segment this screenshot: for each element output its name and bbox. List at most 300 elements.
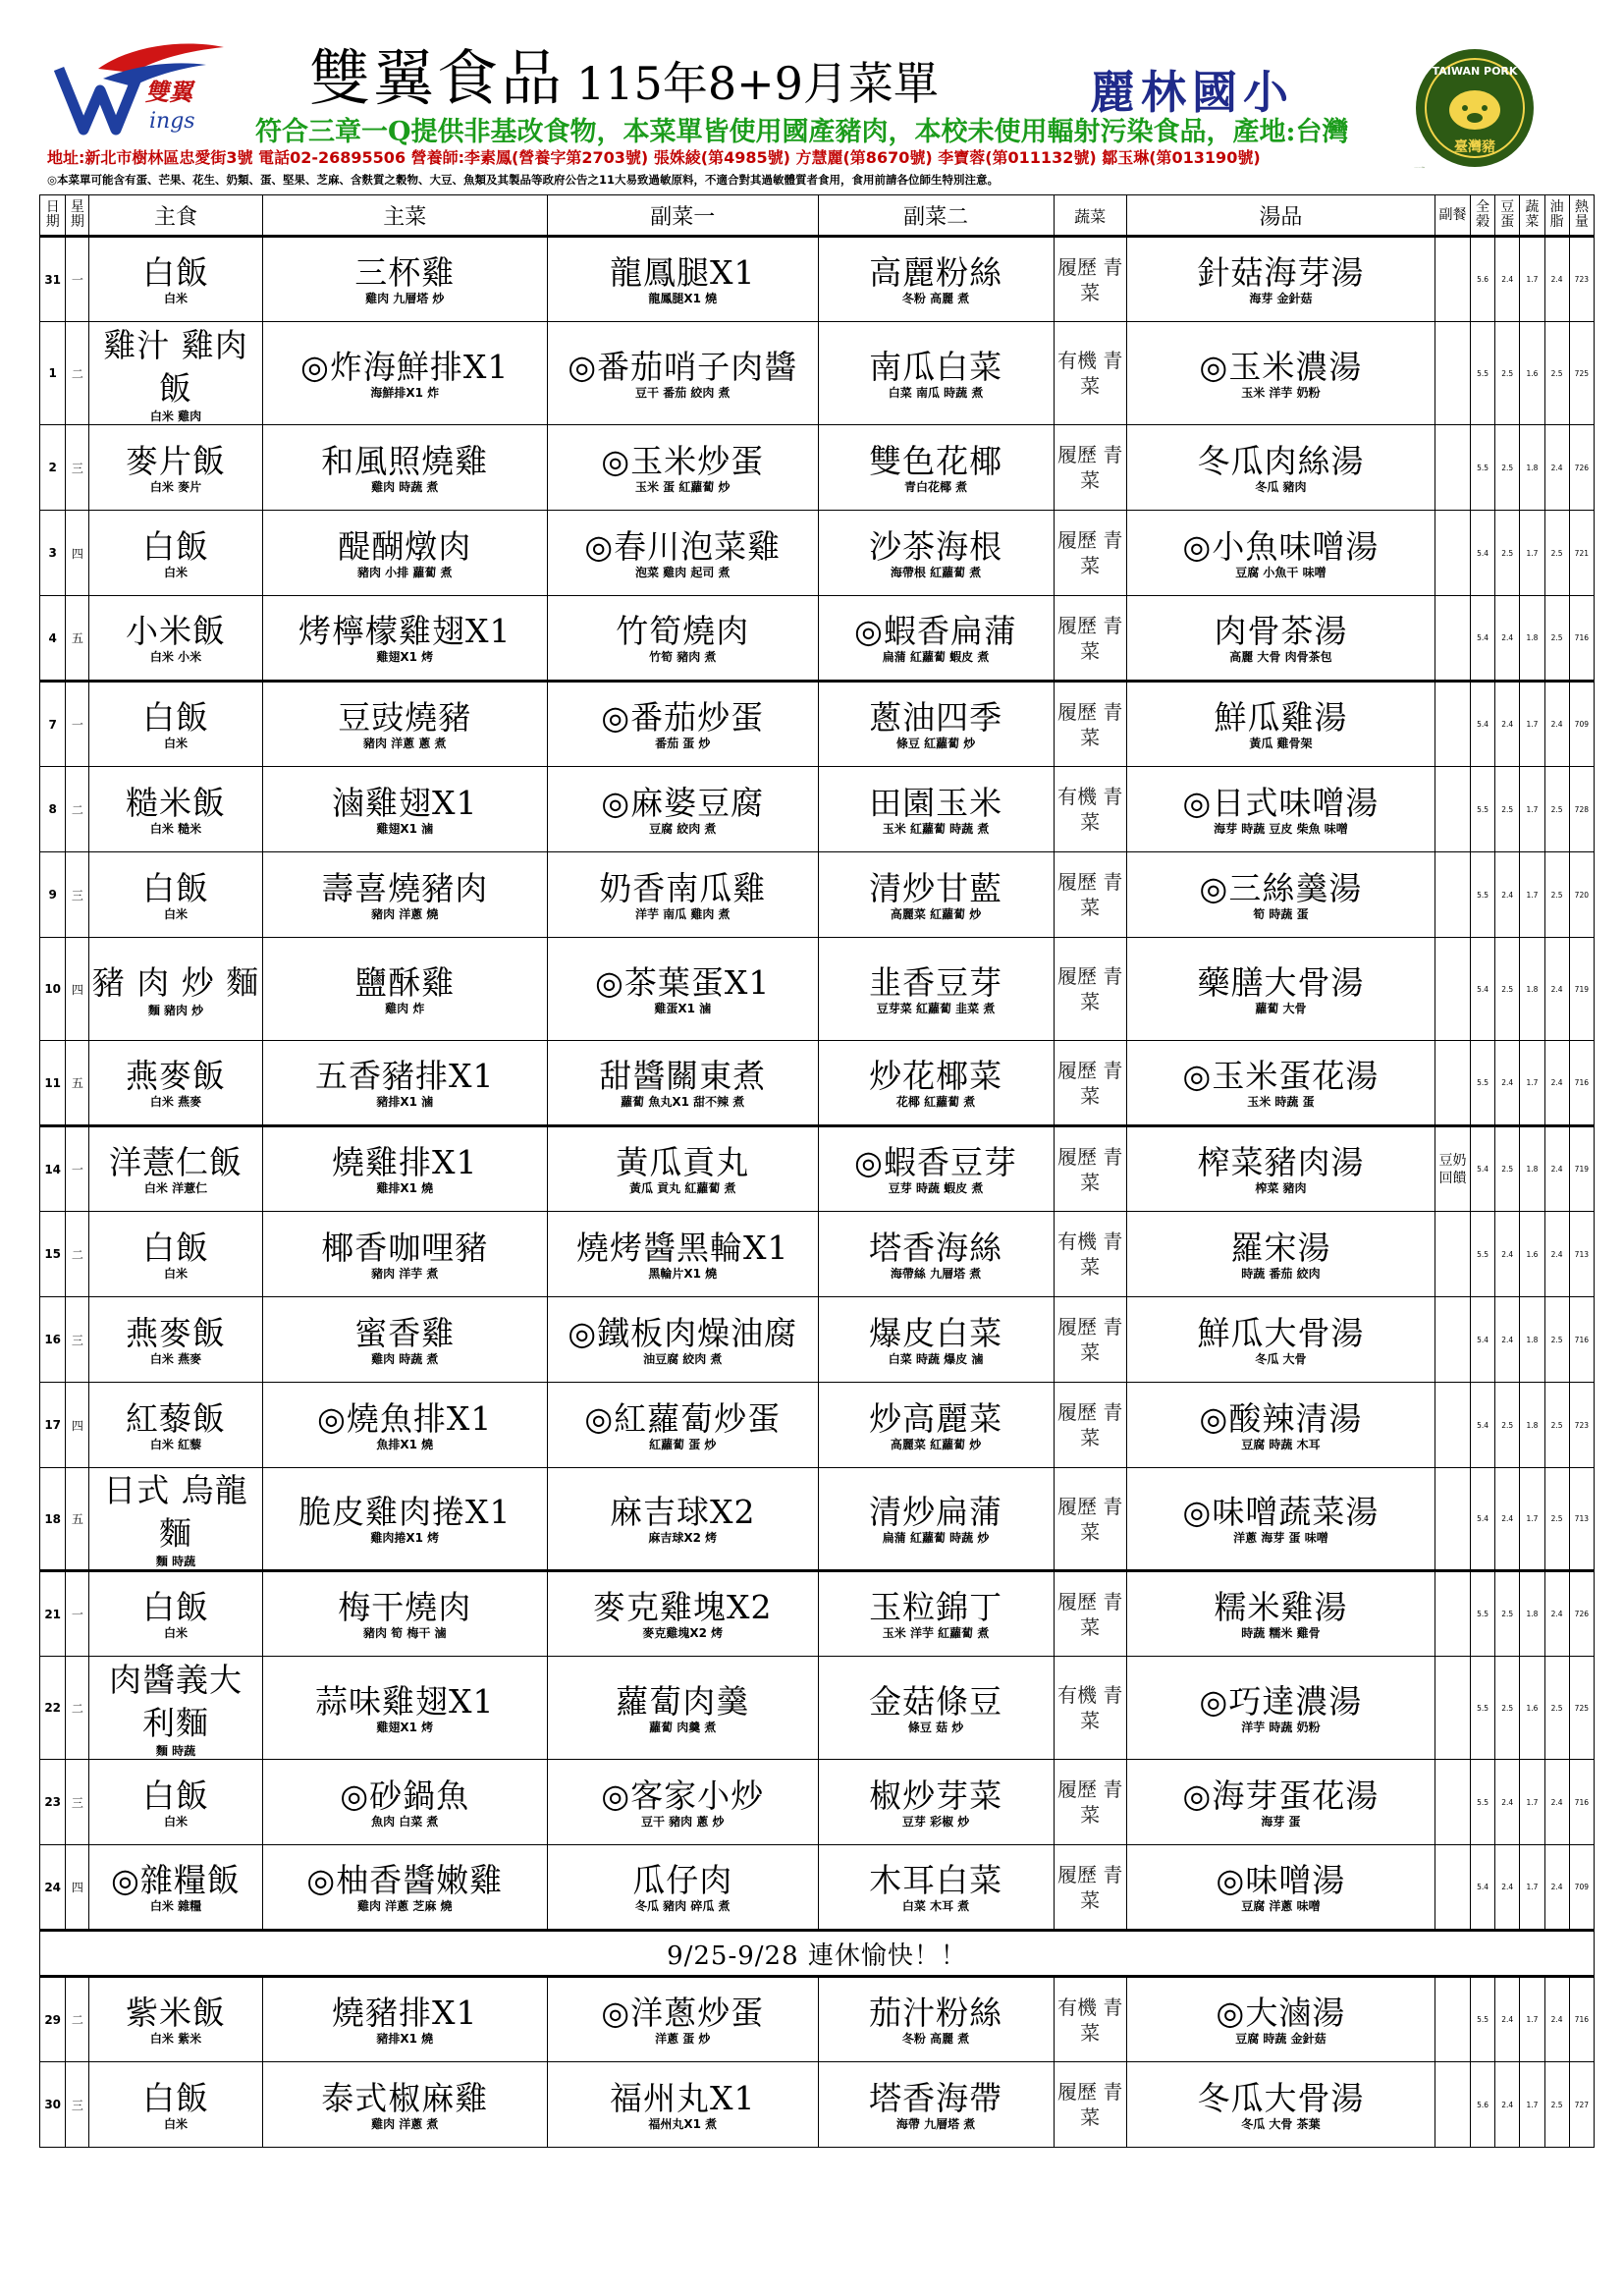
soup: ◎玉米濃湯	[1199, 347, 1363, 386]
soup: ◎酸辣清湯	[1199, 1398, 1363, 1438]
soup-ingredients: 玉米 洋芋 奶粉	[1241, 385, 1321, 400]
staple-dish-ingredients: 白米 糙米	[149, 821, 202, 836]
side-dish-2-cell	[818, 1383, 1054, 1468]
staple-dish-cell	[89, 511, 262, 596]
staple-dish-cell	[89, 1657, 262, 1760]
vegetable-portion: 1.8	[1520, 1383, 1544, 1468]
staple-dish: 白飯	[142, 1776, 209, 1815]
weekday: 二	[66, 1657, 89, 1760]
grain-portion: 5.5	[1471, 1977, 1495, 2062]
staple-dish-ingredients: 白米	[163, 2116, 188, 2131]
main-dish-cell	[262, 425, 547, 511]
day-number: 15	[40, 1212, 66, 1297]
weekday: 二	[66, 767, 89, 852]
side-dish-2: 清炒扁蒲	[869, 1493, 1003, 1531]
side-dish-2-cell	[818, 1845, 1054, 1931]
side-dish-2: 炒花椰菜	[869, 1057, 1003, 1095]
weekday: 五	[66, 596, 89, 682]
vegetable-type: 履歷 青菜	[1054, 596, 1126, 682]
side-meal	[1435, 1845, 1471, 1931]
weekday: 一	[66, 682, 89, 767]
holiday-notice: 9/25-9/28 連休愉快！！	[40, 1931, 1595, 1977]
grain-portion: 5.5	[1471, 322, 1495, 425]
side-meal	[1435, 1571, 1471, 1657]
side-dish-1-cell	[547, 425, 818, 511]
day-number: 2	[40, 425, 66, 511]
vegetable-portion: 1.8	[1520, 938, 1544, 1041]
soup-ingredients: 豆腐 小魚干 味噌	[1235, 565, 1326, 579]
side-dish-2: 清炒甘藍	[869, 868, 1003, 907]
col-staple: 主食	[89, 195, 262, 237]
oil-portion: 2.4	[1544, 1977, 1569, 2062]
side-dish-1-ingredients: 洋蔥 蛋 炒	[655, 2032, 711, 2046]
day-number: 30	[40, 2062, 66, 2148]
bean-egg-portion: 2.4	[1495, 1760, 1520, 1845]
bean-egg-portion: 2.5	[1495, 938, 1520, 1041]
col-date: 日期	[40, 195, 66, 237]
grain-portion: 5.4	[1471, 1383, 1495, 1468]
oil-portion: 2.4	[1544, 1845, 1569, 1931]
menu-row	[40, 1977, 1595, 2062]
bean-egg-portion: 2.4	[1495, 1468, 1520, 1571]
col-soup: 湯品	[1126, 195, 1435, 237]
vegetable-portion: 1.7	[1520, 2062, 1544, 2148]
bean-egg-portion: 2.5	[1495, 322, 1520, 425]
side-dish-2-ingredients: 海帶絲 九層塔 煮	[890, 1266, 982, 1281]
bean-egg-portion: 2.5	[1495, 511, 1520, 596]
main-dish: 烤檸檬雞翅X1	[298, 612, 512, 650]
staple-dish-cell	[89, 596, 262, 682]
main-dish: 豆豉燒豬	[338, 698, 472, 737]
main-dish-ingredients: 雞肉 九層塔 炒	[365, 292, 445, 305]
main-dish-cell	[262, 938, 547, 1041]
weekday: 五	[66, 1468, 89, 1571]
side-dish-2-cell	[818, 322, 1054, 425]
side-dish-1-ingredients: 番茄 蛋 炒	[655, 737, 711, 750]
side-dish-1-cell	[547, 1212, 818, 1297]
side-dish-1-cell	[547, 237, 818, 322]
soup-cell	[1126, 322, 1435, 425]
side-meal: 豆奶回饋	[1435, 1126, 1471, 1212]
side-dish-1: ◎鐵板肉燥油腐	[568, 1313, 798, 1352]
main-dish-ingredients: 雞翅X1 烤	[376, 650, 434, 664]
soup: 針菇海芽湯	[1197, 253, 1365, 292]
main-dish: 泰式椒麻雞	[321, 2078, 489, 2117]
vegetable-type: 履歷 青菜	[1054, 1383, 1126, 1468]
side-dish-1-ingredients: 龍鳳腿X1 燒	[648, 292, 718, 305]
staple-dish-cell	[89, 425, 262, 511]
side-dish-1: 竹筍燒肉	[616, 612, 750, 650]
side-dish-1-ingredients: 冬瓜 豬肉 碎瓜 煮	[634, 1899, 731, 1913]
bean-egg-portion: 2.5	[1495, 767, 1520, 852]
col-calorie: 熱量	[1569, 195, 1594, 237]
staple-dish-cell	[89, 1126, 262, 1212]
wings-logo-icon	[39, 39, 226, 147]
soup: ◎巧達濃湯	[1199, 1681, 1363, 1721]
side-dish-2: 韭香豆芽	[869, 962, 1003, 1002]
oil-portion: 2.4	[1544, 1760, 1569, 1845]
main-dish: ◎炸海鮮排X1	[300, 347, 510, 386]
grain-portion: 5.5	[1471, 852, 1495, 938]
bean-egg-portion: 2.5	[1495, 1657, 1520, 1760]
bean-egg-portion: 2.5	[1495, 1126, 1520, 1212]
main-dish-ingredients: 雞肉 洋蔥 芝麻 燒	[356, 1899, 453, 1913]
side-meal	[1435, 767, 1471, 852]
staple-dish: 紅藜飯	[126, 1398, 226, 1438]
vegetable-portion: 1.8	[1520, 425, 1544, 511]
side-meal	[1435, 1041, 1471, 1126]
grain-portion: 5.4	[1471, 511, 1495, 596]
main-dish-ingredients: 雞肉 時蔬 煮	[371, 479, 439, 494]
menu-title	[309, 29, 939, 117]
menu-row	[40, 1126, 1595, 1212]
bean-egg-portion: 2.5	[1495, 1383, 1520, 1468]
day-number: 17	[40, 1383, 66, 1468]
side-dish-1-ingredients: 麥克雞塊X2 烤	[642, 1626, 724, 1640]
soup-cell	[1126, 237, 1435, 322]
main-dish-ingredients: 豬排X1 滷	[376, 1095, 434, 1109]
staple-dish-ingredients: 白米 紅藜	[149, 1437, 202, 1451]
main-dish-cell	[262, 511, 547, 596]
main-dish: ◎柚香醬嫩雞	[306, 1861, 504, 1899]
grain-portion: 5.4	[1471, 682, 1495, 767]
col-extra: 副餐	[1435, 195, 1471, 237]
side-dish-1-ingredients: 雞蛋X1 滷	[654, 1001, 712, 1015]
main-dish-cell	[262, 2062, 547, 2148]
side-dish-1: ◎春川泡菜雞	[584, 526, 782, 566]
soup-ingredients: 豆腐 時蔬 木耳	[1241, 1437, 1321, 1451]
soup-cell	[1126, 1212, 1435, 1297]
side-dish-2-ingredients: 條豆 紅蘿蔔 炒	[895, 737, 976, 750]
soup: ◎味噌蔬菜湯	[1182, 1493, 1380, 1531]
calories: 725	[1569, 322, 1594, 425]
side-dish-2-cell	[818, 237, 1054, 322]
vegetable-type: 履歷 青菜	[1054, 1468, 1126, 1571]
side-dish-2-cell	[818, 1126, 1054, 1212]
main-dish: 燒雞排X1	[331, 1143, 478, 1181]
vegetable-type: 履歷 青菜	[1054, 237, 1126, 322]
main-dish: 三杯雞	[354, 253, 456, 292]
soup-ingredients: 玉米 時蔬 蛋	[1247, 1095, 1315, 1109]
staple-dish: 白飯	[142, 526, 209, 566]
vegetable-portion: 1.6	[1520, 1212, 1544, 1297]
main-dish-ingredients: 雞肉 炸	[385, 1001, 425, 1015]
side-dish-2: 茄汁粉絲	[869, 1994, 1003, 2032]
oil-portion: 2.5	[1544, 1468, 1569, 1571]
svg-text:TAIWAN PORK: TAIWAN PORK	[1432, 65, 1518, 78]
side-dish-2-cell	[818, 1297, 1054, 1383]
soup-cell	[1126, 1657, 1435, 1760]
calories: 709	[1569, 1845, 1594, 1931]
soup-ingredients: 時蔬 糯米 雞骨	[1241, 1626, 1321, 1640]
side-meal	[1435, 511, 1471, 596]
vegetable-type: 有機 青菜	[1054, 1977, 1126, 2062]
col-side2: 副菜二	[818, 195, 1054, 237]
menu-row	[40, 511, 1595, 596]
staple-dish-cell	[89, 852, 262, 938]
soup: ◎日式味噌湯	[1182, 783, 1380, 822]
side-dish-1-ingredients: 豆干 番茄 絞肉 煮	[634, 385, 731, 400]
menu-row	[40, 1760, 1595, 1845]
vegetable-portion: 1.7	[1520, 1977, 1544, 2062]
vegetable-type: 履歷 青菜	[1054, 682, 1126, 767]
bean-egg-portion: 2.4	[1495, 237, 1520, 322]
staple-dish-cell	[89, 237, 262, 322]
side-meal	[1435, 1468, 1471, 1571]
main-dish: 梅干燒肉	[338, 1588, 472, 1626]
vegetable-portion: 1.8	[1520, 1126, 1544, 1212]
side-dish-1: 龍鳳腿X1	[610, 253, 756, 292]
staple-dish: 日式 烏龍麵	[103, 1471, 248, 1553]
day-number: 31	[40, 237, 66, 322]
side-dish-2: 田園玉米	[869, 783, 1003, 822]
table-header-row	[40, 195, 1595, 237]
grain-portion: 5.4	[1471, 1845, 1495, 1931]
day-number: 16	[40, 1297, 66, 1383]
calories: 716	[1569, 596, 1594, 682]
menu-row	[40, 1297, 1595, 1383]
bean-egg-portion: 2.4	[1495, 596, 1520, 682]
oil-portion: 2.5	[1544, 2062, 1569, 2148]
vegetable-type: 履歷 青菜	[1054, 1845, 1126, 1931]
vegetable-type: 有機 青菜	[1054, 322, 1126, 425]
grain-portion: 5.6	[1471, 237, 1495, 322]
vegetable-type: 履歷 青菜	[1054, 511, 1126, 596]
soup-ingredients: 榨菜 豬肉	[1255, 1181, 1307, 1195]
side-dish-2-ingredients: 白菜 木耳 煮	[901, 1899, 970, 1913]
soup-cell	[1126, 682, 1435, 767]
soup-cell	[1126, 852, 1435, 938]
staple-dish-ingredients: 白米	[163, 292, 188, 305]
oil-portion: 2.5	[1544, 767, 1569, 852]
col-grain: 全榖	[1471, 195, 1495, 237]
calories: 723	[1569, 237, 1594, 322]
grain-portion: 5.4	[1471, 938, 1495, 1041]
main-dish-ingredients: 豬肉 筍 梅干 滷	[362, 1626, 447, 1640]
main-dish-cell	[262, 1468, 547, 1571]
weekday: 四	[66, 1845, 89, 1931]
bean-egg-portion: 2.4	[1495, 1041, 1520, 1126]
main-dish-cell	[262, 1657, 547, 1760]
staple-dish-cell	[89, 1297, 262, 1383]
vegetable-portion: 1.7	[1520, 1041, 1544, 1126]
oil-portion: 2.5	[1544, 1657, 1569, 1760]
calories: 713	[1569, 1212, 1594, 1297]
side-dish-1: 麻吉球X2	[610, 1493, 756, 1531]
main-dish-ingredients: 豬肉 洋蔥 蔥 煮	[362, 737, 447, 750]
menu-row	[40, 596, 1595, 682]
col-main: 主菜	[262, 195, 547, 237]
side-meal	[1435, 425, 1471, 511]
col-bean: 豆蛋	[1495, 195, 1520, 237]
weekday: 三	[66, 2062, 89, 2148]
soup-ingredients: 海芽 蛋	[1261, 1814, 1301, 1829]
side-dish-2-cell	[818, 511, 1054, 596]
col-oil: 油脂	[1544, 195, 1569, 237]
main-dish-ingredients: 魚肉 白菜 煮	[371, 1814, 439, 1829]
side-meal	[1435, 682, 1471, 767]
soup-ingredients: 洋蔥 海芽 蛋 味噌	[1233, 1531, 1328, 1545]
vegetable-portion: 1.7	[1520, 1845, 1544, 1931]
soup-cell	[1126, 1977, 1435, 2062]
grain-portion: 5.5	[1471, 1571, 1495, 1657]
main-dish-cell	[262, 322, 547, 425]
side-dish-2-cell	[818, 852, 1054, 938]
side-dish-2-ingredients: 豆芽 彩椒 炒	[901, 1814, 970, 1829]
side-dish-1: 麥克雞塊X2	[593, 1588, 773, 1626]
staple-dish-cell	[89, 682, 262, 767]
weekday: 三	[66, 852, 89, 938]
side-dish-1: 蘿蔔肉羹	[616, 1681, 750, 1721]
vegetable-portion: 1.7	[1520, 852, 1544, 938]
side-dish-2-cell	[818, 425, 1054, 511]
calories: 721	[1569, 511, 1594, 596]
side-dish-2: 椒炒芽菜	[869, 1776, 1003, 1815]
main-dish-ingredients: 魚排X1 燒	[376, 1437, 434, 1451]
side-dish-2-cell	[818, 938, 1054, 1041]
oil-portion: 2.5	[1544, 1297, 1569, 1383]
vegetable-portion: 1.7	[1520, 767, 1544, 852]
menu-row	[40, 2062, 1595, 2148]
svg-text:雙翼 Wings: 雙翼 Wings	[39, 145, 45, 146]
staple-dish-cell	[89, 2062, 262, 2148]
holiday-row	[40, 1931, 1595, 1977]
menu-row	[40, 1571, 1595, 1657]
staple-dish: 燕麥飯	[126, 1313, 226, 1352]
staple-dish-ingredients: 白米	[163, 565, 188, 579]
side-dish-1: ◎洋蔥炒蛋	[601, 1994, 765, 2032]
side-dish-2: 玉粒錦丁	[869, 1588, 1003, 1626]
soup-ingredients: 海芽 金針菇	[1249, 292, 1313, 305]
side-dish-1: ◎麻婆豆腐	[601, 783, 765, 822]
menu-row	[40, 767, 1595, 852]
soup-cell	[1126, 1126, 1435, 1212]
vegetable-type: 履歷 青菜	[1054, 938, 1126, 1041]
soup: 冬瓜大骨湯	[1197, 2078, 1365, 2117]
weekday: 三	[66, 425, 89, 511]
oil-portion: 2.5	[1544, 1383, 1569, 1468]
staple-dish-cell	[89, 1383, 262, 1468]
side-dish-1-cell	[547, 2062, 818, 2148]
weekday: 一	[66, 1126, 89, 1212]
main-dish: ◎砂鍋魚	[340, 1776, 470, 1815]
svg-text:TAIWAN PORK 臺灣豬: TAIWAN PORK 臺灣豬	[1414, 168, 1425, 169]
menu-body	[40, 237, 1595, 2148]
soup: 冬瓜肉絲湯	[1197, 441, 1365, 480]
side-dish-1-ingredients: 黃瓜 貢丸 紅蘿蔔 煮	[628, 1181, 736, 1195]
vegetable-type: 履歷 青菜	[1054, 1041, 1126, 1126]
side-dish-1-ingredients: 紅蘿蔔 蛋 炒	[649, 1437, 717, 1451]
main-dish-cell	[262, 1977, 547, 2062]
main-dish-cell	[262, 1041, 547, 1126]
staple-dish: 洋薏仁飯	[109, 1143, 243, 1181]
soup-cell	[1126, 596, 1435, 682]
main-dish-ingredients: 豬肉 洋蔥 燒	[371, 906, 439, 921]
side-dish-1-ingredients: 黑輪片X1 燒	[648, 1266, 718, 1281]
soup: ◎大滷湯	[1216, 1994, 1346, 2032]
oil-portion: 2.5	[1544, 511, 1569, 596]
vegetable-type: 有機 青菜	[1054, 1212, 1126, 1297]
main-dish-cell	[262, 1383, 547, 1468]
main-dish-cell	[262, 767, 547, 852]
soup-cell	[1126, 1845, 1435, 1931]
vegetable-type: 有機 青菜	[1054, 1657, 1126, 1760]
main-dish: 醍醐燉肉	[338, 526, 472, 566]
menu-table	[39, 194, 1595, 2148]
staple-dish-ingredients: 白米	[163, 737, 188, 750]
side-meal	[1435, 1977, 1471, 2062]
side-dish-1-cell	[547, 852, 818, 938]
soup-ingredients: 海芽 時蔬 豆皮 柴魚 味噌	[1214, 821, 1348, 836]
menu-row	[40, 237, 1595, 322]
soup-cell	[1126, 425, 1435, 511]
soup: 肉骨茶湯	[1214, 612, 1348, 650]
main-dish: 滷雞翅X1	[331, 783, 478, 822]
soup-cell	[1126, 1383, 1435, 1468]
bean-egg-portion: 2.4	[1495, 2062, 1520, 2148]
staple-dish: 肉醬義大 利麵	[109, 1660, 243, 1742]
vegetable-portion: 1.6	[1520, 1657, 1544, 1760]
policy-statement: 符合三章一Q提供非基改食物，本菜單皆使用國產豬肉，本校未使用輻射污染食品，產地:台灣	[255, 117, 1349, 147]
menu-row	[40, 425, 1595, 511]
side-dish-2-ingredients: 豆芽 時蔬 蝦皮 煮	[888, 1181, 984, 1195]
oil-portion: 2.4	[1544, 938, 1569, 1041]
vegetable-type: 履歷 青菜	[1054, 1126, 1126, 1212]
calories: 727	[1569, 2062, 1594, 2148]
grain-portion: 5.4	[1471, 1297, 1495, 1383]
bean-egg-portion: 2.4	[1495, 1845, 1520, 1931]
side-dish-2-cell	[818, 1977, 1054, 2062]
vegetable-portion: 1.8	[1520, 1297, 1544, 1383]
staple-dish-ingredients: 白米	[163, 1626, 188, 1640]
soup: ◎小魚味噌湯	[1182, 526, 1380, 566]
staple-dish: 白飯	[142, 1588, 209, 1626]
soup-cell	[1126, 1760, 1435, 1845]
calories: 716	[1569, 1977, 1594, 2062]
calories: 716	[1569, 1760, 1594, 1845]
vegetable-type: 履歷 青菜	[1054, 425, 1126, 511]
side-dish-1: ◎番茄哨子肉醬	[568, 347, 798, 386]
bean-egg-portion: 2.4	[1495, 1297, 1520, 1383]
soup-ingredients: 豆腐 洋蔥 味噌	[1241, 1899, 1321, 1913]
side-dish-2-ingredients: 高麗菜 紅蘿蔔 炒	[890, 906, 982, 921]
vegetable-portion: 1.8	[1520, 1571, 1544, 1657]
main-dish-ingredients: 海鮮排X1 炸	[370, 385, 440, 400]
day-number: 4	[40, 596, 66, 682]
side-dish-2: 沙茶海根	[869, 526, 1003, 566]
soup-cell	[1126, 2062, 1435, 2148]
calories: 725	[1569, 1657, 1594, 1760]
weekday: 三	[66, 1760, 89, 1845]
menu-row	[40, 322, 1595, 425]
staple-dish: 白飯	[142, 253, 209, 292]
main-dish-ingredients: 雞肉 洋蔥 煮	[371, 2116, 439, 2131]
side-dish-1: 瓜仔肉	[632, 1861, 733, 1899]
side-dish-1-cell	[547, 1760, 818, 1845]
main-dish-ingredients: 雞肉捲X1 烤	[370, 1531, 440, 1545]
menu-header	[0, 0, 1624, 196]
weekday: 二	[66, 322, 89, 425]
side-dish-2-ingredients: 高麗菜 紅蘿蔔 炒	[890, 1437, 982, 1451]
day-number: 22	[40, 1657, 66, 1760]
soup: 藥膳大骨湯	[1197, 962, 1365, 1002]
oil-portion: 2.4	[1544, 425, 1569, 511]
allergen-notice: ◎本菜單可能含有蛋、芒果、花生、奶類、蛋、堅果、芝麻、含麩質之穀物、大豆、魚類及其製品等政府公告之11大易致過敏原料，不適合對其過敏體質者食用，食用前請各位師生特別注意。	[47, 173, 1000, 187]
main-dish-ingredients: 雞排X1 燒	[376, 1181, 434, 1195]
svg-text:雙翼: 雙翼	[145, 78, 192, 106]
vegetable-portion: 1.7	[1520, 511, 1544, 596]
side-dish-2: 高麗粉絲	[869, 253, 1003, 292]
